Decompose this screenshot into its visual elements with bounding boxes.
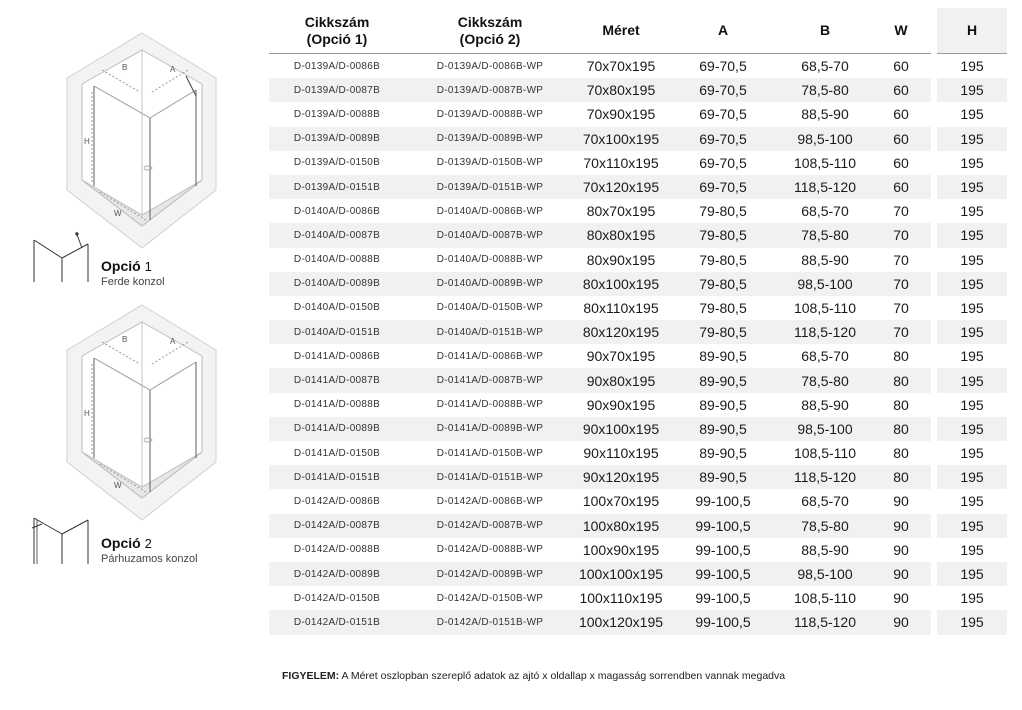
cell-w: 70 xyxy=(871,223,931,247)
cell-h: 195 xyxy=(960,299,984,316)
shower-diagram-option-1 xyxy=(62,30,222,252)
cell-w: 90 xyxy=(893,541,909,558)
table-row xyxy=(269,320,1007,344)
cell-code2: D-0140A/D-0151B-WP xyxy=(405,320,575,344)
cell-w: 70 xyxy=(893,299,909,316)
cell-w: 90 xyxy=(893,493,909,510)
option-1-number: 1 xyxy=(144,259,152,274)
cell-size: 70x110x195 xyxy=(583,154,659,171)
cell-size: 100x70x195 xyxy=(582,493,660,510)
cell-size: 100x110x195 xyxy=(579,590,663,607)
cell-code2: D-0141A/D-0150B-WP xyxy=(436,447,544,459)
cell-code1: D-0142A/D-0151B xyxy=(269,610,405,634)
cell-b: 108,5-110 xyxy=(793,154,856,171)
cell-code2: D-0140A/D-0088B-WP xyxy=(436,254,544,266)
table-row xyxy=(269,175,1007,199)
cell-a: 69-70,5 xyxy=(667,175,779,199)
cell-h: 195 xyxy=(937,610,1007,634)
cell-a: 69-70,5 xyxy=(699,58,747,75)
cell-b: 78,5-80 xyxy=(779,514,871,538)
table-row xyxy=(269,514,1007,538)
left-panel xyxy=(0,0,265,640)
cell-b: 68,5-70 xyxy=(801,348,849,365)
col-header-code2-line2: (Opció 2) xyxy=(459,30,521,47)
cell-code1: D-0141A/D-0151B xyxy=(269,465,405,489)
cell-size: 100x80x195 xyxy=(575,514,667,538)
option-1-label xyxy=(101,258,165,288)
cell-code1: D-0139A/D-0087B xyxy=(269,78,405,102)
cell-h: 195 xyxy=(960,493,984,510)
table-row xyxy=(269,538,1007,562)
diagram2-label-h: H xyxy=(84,409,90,418)
cell-w: 60 xyxy=(893,106,909,123)
table-row xyxy=(269,562,1007,586)
cell-a: 99-100,5 xyxy=(695,541,751,558)
cell-b: 98,5-100 xyxy=(779,417,871,441)
diagram2-label-a: A xyxy=(170,337,176,346)
cell-h: 195 xyxy=(960,58,984,75)
table-row xyxy=(269,610,1007,634)
cell-w: 70 xyxy=(893,203,909,220)
cell-h: 195 xyxy=(937,127,1007,151)
cell-code2: D-0141A/D-0151B-WP xyxy=(405,465,575,489)
cell-code1: D-0141A/D-0087B xyxy=(269,368,405,392)
cell-w: 70 xyxy=(871,272,931,296)
cell-w: 80 xyxy=(893,445,909,462)
cell-code2: D-0141A/D-0089B-WP xyxy=(405,417,575,441)
cell-code1: D-0142A/D-0089B xyxy=(269,562,405,586)
col-header-code1-line1: Cikkszám xyxy=(304,13,370,30)
cell-b: 68,5-70 xyxy=(801,203,849,220)
table-row xyxy=(269,465,1007,489)
cell-b: 88,5-90 xyxy=(801,541,849,558)
cell-w: 60 xyxy=(871,127,931,151)
cell-code1: D-0139A/D-0088B xyxy=(293,108,381,120)
cell-a: 89-90,5 xyxy=(667,417,779,441)
cell-b: 68,5-70 xyxy=(801,493,849,510)
cell-h: 195 xyxy=(937,368,1007,392)
option-2-label xyxy=(101,535,198,565)
diagram2-label-b: B xyxy=(122,335,128,344)
cell-code1: D-0142A/D-0088B xyxy=(293,544,381,556)
cell-code1: D-0141A/D-0088B xyxy=(293,399,381,411)
cell-size: 90x70x195 xyxy=(586,348,656,365)
cell-code1: D-0140A/D-0150B xyxy=(293,302,381,314)
cell-size: 90x110x195 xyxy=(583,445,659,462)
col-header-code2-line1: Cikkszám xyxy=(457,13,523,30)
col-header-code1-line2: (Opció 1) xyxy=(306,30,368,47)
cell-h: 195 xyxy=(960,203,984,220)
cell-code2: D-0139A/D-0088B-WP xyxy=(436,108,544,120)
cell-b: 118,5-120 xyxy=(779,610,871,634)
cell-size: 80x120x195 xyxy=(575,320,667,344)
cell-h: 195 xyxy=(960,590,984,607)
cell-size: 80x80x195 xyxy=(575,223,667,247)
cell-code2: D-0141A/D-0086B-WP xyxy=(436,350,544,362)
shower-diagram-option-2 xyxy=(62,302,222,524)
cell-h: 195 xyxy=(937,175,1007,199)
cell-code2: D-0142A/D-0151B-WP xyxy=(405,610,575,634)
cell-a: 79-80,5 xyxy=(667,223,779,247)
attention-note xyxy=(282,670,785,682)
cell-code2: D-0141A/D-0088B-WP xyxy=(436,399,544,411)
cell-code2: D-0139A/D-0087B-WP xyxy=(405,78,575,102)
cell-code1: D-0142A/D-0150B xyxy=(293,592,381,604)
cell-size: 100x120x195 xyxy=(575,610,667,634)
cell-size: 80x100x195 xyxy=(575,272,667,296)
cell-code2: D-0142A/D-0089B-WP xyxy=(405,562,575,586)
cell-size: 90x100x195 xyxy=(575,417,667,441)
cell-code2: D-0139A/D-0150B-WP xyxy=(436,157,544,169)
cell-h: 195 xyxy=(960,541,984,558)
table-row xyxy=(269,54,1007,79)
cell-code2: D-0142A/D-0088B-WP xyxy=(436,544,544,556)
option-2-prefix: Opció xyxy=(101,535,141,551)
cell-w: 80 xyxy=(893,396,909,413)
cell-code1: D-0139A/D-0089B xyxy=(269,127,405,151)
cell-a: 79-80,5 xyxy=(699,299,747,316)
cell-a: 99-100,5 xyxy=(695,493,751,510)
table-row xyxy=(269,272,1007,296)
table-row xyxy=(269,223,1007,247)
attention-label: FIGYELEM: xyxy=(282,670,340,682)
table-row xyxy=(269,441,1007,465)
slanted-bracket-icon xyxy=(30,228,92,284)
cell-code1: D-0142A/D-0086B xyxy=(293,495,381,507)
cell-h: 195 xyxy=(960,396,984,413)
cell-b: 68,5-70 xyxy=(801,58,849,75)
cell-b: 118,5-120 xyxy=(779,465,871,489)
cell-h: 195 xyxy=(960,251,984,268)
cell-w: 60 xyxy=(893,154,909,171)
cell-code1: D-0141A/D-0086B xyxy=(293,350,381,362)
cell-w: 80 xyxy=(871,465,931,489)
cell-a: 99-100,5 xyxy=(667,514,779,538)
cell-size: 80x110x195 xyxy=(583,299,659,316)
cell-a: 89-90,5 xyxy=(667,465,779,489)
cell-h: 195 xyxy=(937,514,1007,538)
cell-a: 69-70,5 xyxy=(699,106,747,123)
option-2-number: 2 xyxy=(144,536,152,551)
cell-h: 195 xyxy=(937,562,1007,586)
cell-size: 90x80x195 xyxy=(575,368,667,392)
cell-code2: D-0142A/D-0150B-WP xyxy=(436,592,544,604)
table-row xyxy=(269,393,1007,417)
cell-code2: D-0141A/D-0087B-WP xyxy=(405,368,575,392)
cell-b: 98,5-100 xyxy=(779,272,871,296)
cell-a: 89-90,5 xyxy=(699,348,747,365)
cell-size: 80x70x195 xyxy=(586,203,656,220)
cell-b: 78,5-80 xyxy=(779,223,871,247)
cell-size: 100x100x195 xyxy=(575,562,667,586)
option-1-prefix: Opció xyxy=(101,258,141,274)
cell-h: 195 xyxy=(960,154,984,171)
cell-size: 70x100x195 xyxy=(575,127,667,151)
attention-text: A Méret oszlopban szereplő adatok az ajtó x oldallap x magasság sorrendben vannak megadva xyxy=(339,670,786,682)
cell-a: 79-80,5 xyxy=(667,272,779,296)
cell-code1: D-0140A/D-0151B xyxy=(269,320,405,344)
cell-code1: D-0142A/D-0087B xyxy=(269,514,405,538)
cell-a: 79-80,5 xyxy=(699,251,747,268)
cell-size: 70x70x195 xyxy=(586,58,656,75)
cell-code2: D-0139A/D-0151B-WP xyxy=(405,175,575,199)
cell-code1: D-0141A/D-0150B xyxy=(293,447,381,459)
cell-w: 90 xyxy=(871,610,931,634)
size-spec-table xyxy=(269,8,1007,635)
col-header-a: A xyxy=(667,8,779,54)
cell-size: 90x90x195 xyxy=(586,396,656,413)
cell-h: 195 xyxy=(937,223,1007,247)
cell-w: 60 xyxy=(871,175,931,199)
cell-b: 98,5-100 xyxy=(779,562,871,586)
cell-b: 118,5-120 xyxy=(779,320,871,344)
cell-code2: D-0140A/D-0150B-WP xyxy=(436,302,544,314)
cell-h: 195 xyxy=(937,465,1007,489)
cell-w: 60 xyxy=(893,58,909,75)
cell-code2: D-0140A/D-0089B-WP xyxy=(405,272,575,296)
cell-a: 69-70,5 xyxy=(699,154,747,171)
cell-w: 80 xyxy=(871,368,931,392)
table-row xyxy=(269,127,1007,151)
col-header-code2 xyxy=(405,8,575,54)
cell-b: 108,5-110 xyxy=(793,445,856,462)
cell-size: 90x120x195 xyxy=(575,465,667,489)
cell-b: 98,5-100 xyxy=(779,127,871,151)
cell-w: 70 xyxy=(871,320,931,344)
table-row xyxy=(269,344,1007,368)
option-2-subtitle: Párhuzamos konzol xyxy=(101,553,198,565)
cell-a: 89-90,5 xyxy=(667,368,779,392)
cell-b: 78,5-80 xyxy=(779,78,871,102)
cell-a: 89-90,5 xyxy=(699,445,747,462)
cell-code2: D-0139A/D-0086B-WP xyxy=(436,60,544,72)
cell-a: 99-100,5 xyxy=(667,610,779,634)
cell-code1: D-0140A/D-0088B xyxy=(293,254,381,266)
cell-h: 195 xyxy=(937,78,1007,102)
diagram1-label-h: H xyxy=(84,137,90,146)
col-header-code1 xyxy=(269,8,405,54)
table-row xyxy=(269,151,1007,175)
cell-b: 88,5-90 xyxy=(801,396,849,413)
col-header-w: W xyxy=(871,8,931,54)
diagram1-label-b: B xyxy=(122,63,128,72)
table-row xyxy=(269,78,1007,102)
cell-code1: D-0141A/D-0089B xyxy=(269,417,405,441)
cell-size: 100x90x195 xyxy=(582,541,660,558)
cell-size: 70x90x195 xyxy=(586,106,656,123)
cell-code2: D-0142A/D-0086B-WP xyxy=(436,495,544,507)
cell-code2: D-0140A/D-0087B-WP xyxy=(405,223,575,247)
cell-code1: D-0139A/D-0150B xyxy=(293,157,381,169)
table-row xyxy=(269,296,1007,320)
cell-w: 90 xyxy=(893,590,909,607)
table-row xyxy=(269,489,1007,513)
cell-h: 195 xyxy=(960,106,984,123)
cell-code2: D-0142A/D-0087B-WP xyxy=(405,514,575,538)
cell-w: 90 xyxy=(871,562,931,586)
cell-code1: D-0140A/D-0089B xyxy=(269,272,405,296)
cell-b: 88,5-90 xyxy=(801,106,849,123)
diagram1-label-a: A xyxy=(170,65,176,74)
cell-code1: D-0140A/D-0087B xyxy=(269,223,405,247)
cell-w: 60 xyxy=(871,78,931,102)
cell-h: 195 xyxy=(960,348,984,365)
table-row xyxy=(269,199,1007,223)
diagram1-label-w: W xyxy=(114,209,122,218)
cell-h: 195 xyxy=(937,417,1007,441)
cell-w: 90 xyxy=(871,514,931,538)
cell-b: 108,5-110 xyxy=(793,590,856,607)
cell-a: 69-70,5 xyxy=(667,78,779,102)
cell-b: 108,5-110 xyxy=(793,299,856,316)
table-row xyxy=(269,102,1007,126)
cell-a: 99-100,5 xyxy=(695,590,751,607)
cell-a: 89-90,5 xyxy=(699,396,747,413)
cell-a: 79-80,5 xyxy=(667,320,779,344)
cell-code1: D-0140A/D-0086B xyxy=(293,205,381,217)
cell-b: 118,5-120 xyxy=(779,175,871,199)
cell-b: 88,5-90 xyxy=(801,251,849,268)
cell-a: 99-100,5 xyxy=(667,562,779,586)
cell-w: 80 xyxy=(893,348,909,365)
cell-code2: D-0140A/D-0086B-WP xyxy=(436,205,544,217)
table-row xyxy=(269,417,1007,441)
cell-size: 70x120x195 xyxy=(575,175,667,199)
table-header-row xyxy=(269,8,1007,54)
cell-w: 80 xyxy=(871,417,931,441)
table-row xyxy=(269,248,1007,272)
parallel-bracket-icon xyxy=(30,510,92,566)
cell-size: 80x90x195 xyxy=(586,251,656,268)
col-header-b: B xyxy=(779,8,871,54)
cell-h: 195 xyxy=(960,445,984,462)
cell-a: 79-80,5 xyxy=(699,203,747,220)
col-header-h: H xyxy=(937,8,1007,54)
cell-h: 195 xyxy=(937,272,1007,296)
table-row xyxy=(269,368,1007,392)
cell-size: 70x80x195 xyxy=(575,78,667,102)
table-body xyxy=(269,54,1007,635)
table-row xyxy=(269,586,1007,610)
option-1-subtitle: Ferde konzol xyxy=(101,276,165,288)
col-header-size: Méret xyxy=(575,8,667,54)
cell-code1: D-0139A/D-0151B xyxy=(269,175,405,199)
cell-code1: D-0139A/D-0086B xyxy=(293,60,381,72)
cell-code2: D-0139A/D-0089B-WP xyxy=(405,127,575,151)
cell-w: 70 xyxy=(893,251,909,268)
diagram2-label-w: W xyxy=(114,481,122,490)
cell-h: 195 xyxy=(937,320,1007,344)
cell-a: 69-70,5 xyxy=(667,127,779,151)
cell-b: 78,5-80 xyxy=(779,368,871,392)
